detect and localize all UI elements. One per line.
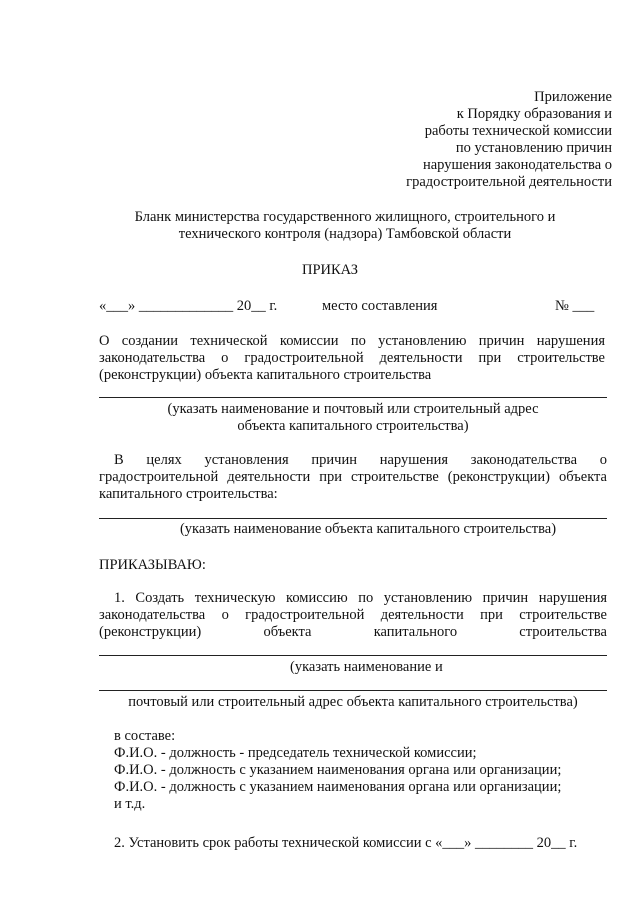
hint-address-2: почтовый или строительный адрес объекта капитального строительства) (128, 694, 578, 710)
composition-intro: в составе: (114, 728, 176, 744)
purpose-paragraph (99, 452, 607, 503)
fill-line (99, 655, 607, 656)
fill-line (99, 518, 607, 519)
commission-composition (114, 728, 614, 813)
ministry-blank (110, 209, 580, 243)
blank-line: технического контроля (надзора) Тамбовской области (178, 226, 512, 242)
order-date: «___» _____________ 20__ г. (99, 298, 278, 314)
composition-member: Ф.И.О. - должность с указанием наименования органа или организации; (114, 779, 562, 795)
order-number: № ___ (555, 298, 595, 314)
appendix-line: градостроительной деятельности (406, 174, 612, 190)
appendix-line: по установлению причин (455, 140, 612, 156)
composition-member: Ф.И.О. - должность с указанием наименования органа или организации; (114, 762, 562, 778)
hint-line: (указать наименование и почтовый или строительный адрес (167, 401, 539, 417)
hint-line: объекта капитального строительства) (237, 418, 469, 434)
hint-name-and: (указать наименование и (290, 659, 443, 675)
place-of-drafting: место составления (322, 298, 438, 314)
item1-line: (реконструкции) объекта капитального строительства (99, 624, 607, 640)
subject-line: О создании технической комиссии по установлению причин нарушения (99, 333, 605, 349)
order-subject (99, 333, 605, 384)
composition-etc: и т.д. (114, 796, 146, 812)
order-word: ПРИКАЗЫВАЮ: (99, 557, 206, 573)
subject-line: законодательства о градостроительной деятельности при строительстве (99, 350, 605, 366)
hint-object-name: (указать наименование объекта капитального строительства) (179, 521, 557, 537)
subject-line: (реконструкции) объекта капитального строительства (99, 367, 432, 383)
appendix-block (312, 89, 612, 191)
item-2: 2. Установить срок работы технической комиссии с «___» ________ 20__ г. (114, 835, 578, 851)
item1-line: законодательства о градостроительной деятельности при строительстве (99, 607, 607, 623)
item1-line: 1. Создать техническую комиссию по установлению причин нарушения (114, 590, 607, 606)
appendix-line: к Порядку образования и (456, 106, 612, 122)
appendix-line: работы технической комиссии (424, 123, 612, 139)
hint-address (99, 401, 607, 435)
purpose-line: градостроительной деятельности при строительстве (реконструкции) объекта (99, 469, 607, 485)
fill-line (99, 690, 607, 691)
appendix-line: нарушения законодательства о (422, 157, 612, 173)
page-title: ПРИКАЗ (301, 262, 359, 278)
appendix-line: Приложение (534, 89, 612, 105)
item-1 (99, 590, 607, 641)
fill-line (99, 397, 607, 398)
purpose-line: капитального строительства: (99, 486, 278, 502)
composition-member: Ф.И.О. - должность - председатель технической комиссии; (114, 745, 477, 761)
blank-line: Бланк министерства государственного жилищного, строительного и (134, 209, 556, 225)
purpose-line: В целях установления причин нарушения законодательства о (114, 452, 607, 468)
